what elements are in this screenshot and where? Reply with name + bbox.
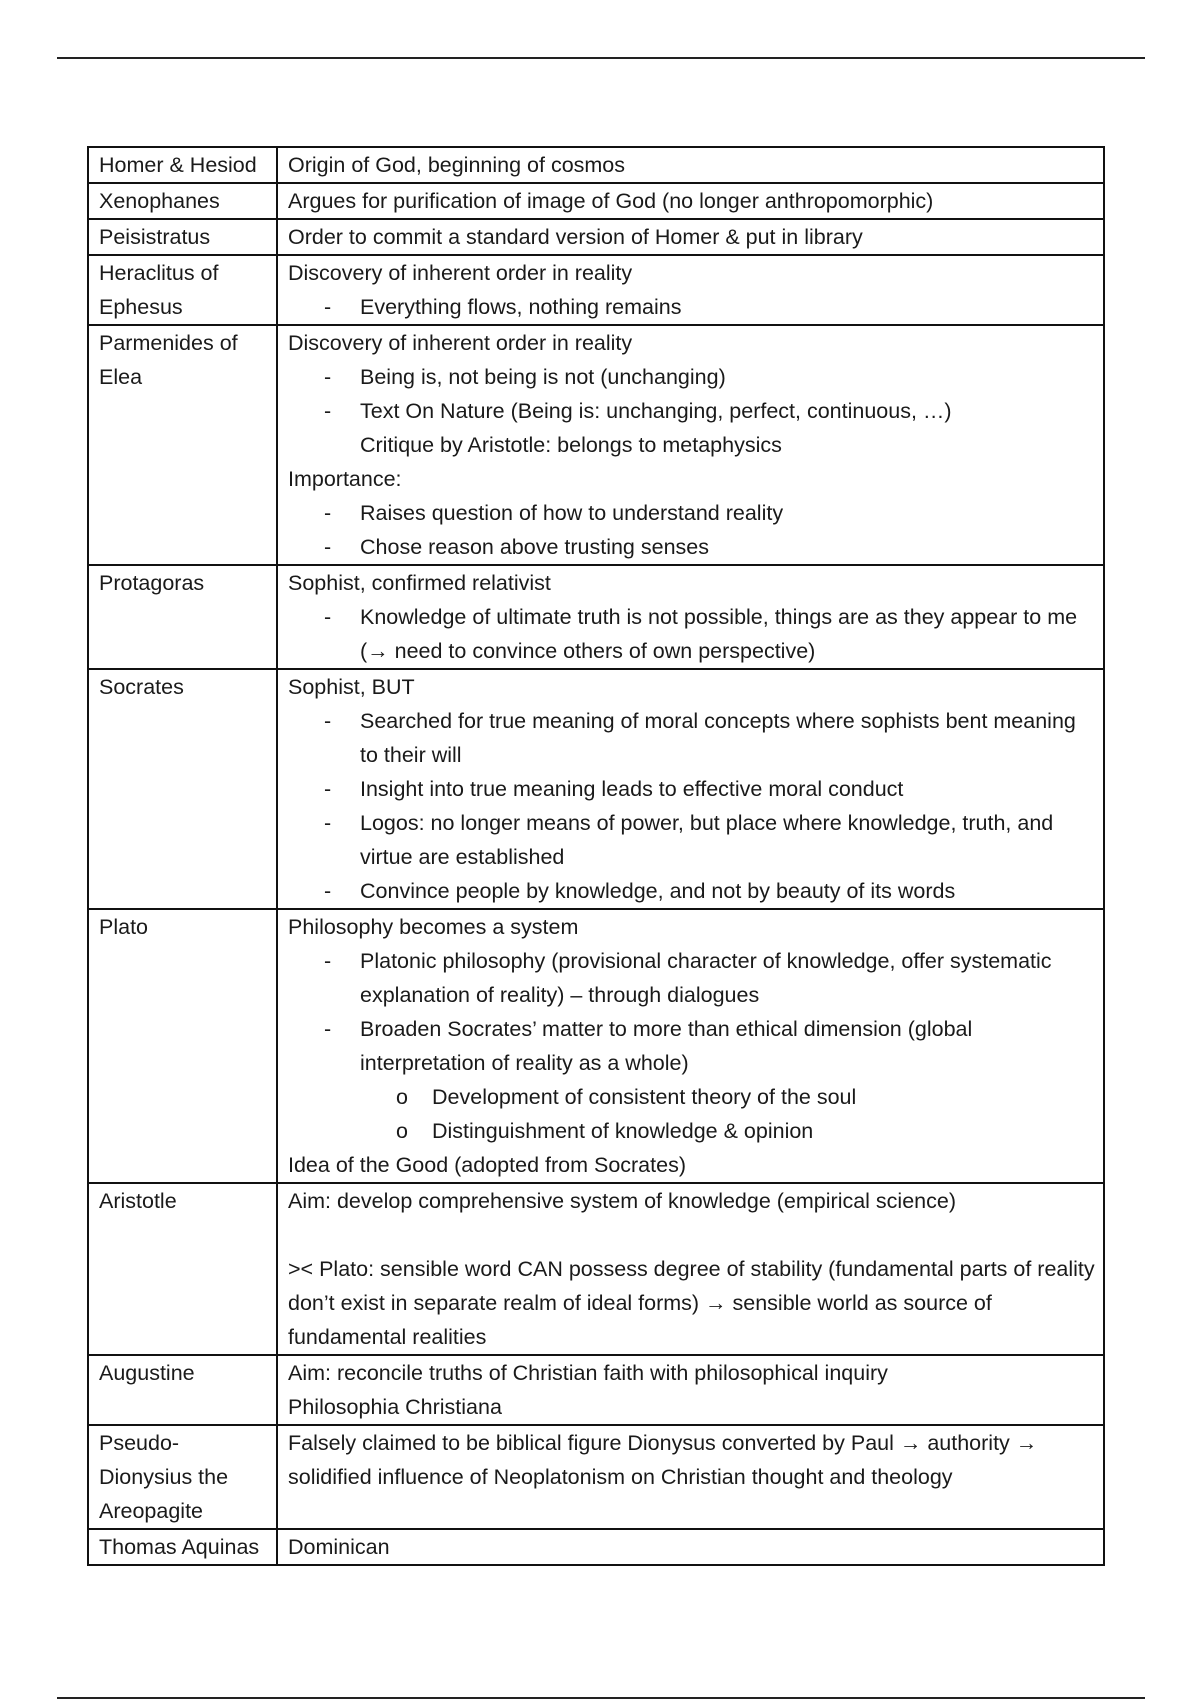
table-row — [88, 325, 1104, 565]
note-text: Discovery of inherent order in reality — [288, 261, 633, 285]
table-row — [88, 669, 1104, 909]
note-text: Philosophia Christiana — [288, 1395, 502, 1419]
philosophers-table — [87, 146, 1105, 1566]
dash-bullet: - — [324, 709, 332, 733]
note-text: Discovery of inherent order in reality — [288, 331, 633, 355]
bullet-text: Logos: no longer means of power, but place where knowledge, truth, and virtue are established — [360, 811, 1054, 869]
table-row — [88, 909, 1104, 1183]
philosopher-name: Plato — [88, 909, 277, 1183]
note-continuation: Critique by Aristotle: belongs to metaphysics — [360, 433, 782, 457]
bullet-item — [288, 1012, 1095, 1080]
note-text: Idea of the Good (adopted from Socrates) — [288, 1153, 686, 1177]
philosopher-notes — [277, 1529, 1104, 1565]
header-rule — [57, 57, 1145, 59]
bullet-text: Broaden Socrates’ matter to more than ethical dimension (global interpretation of reality as a whole) — [360, 1017, 973, 1075]
note-text: >< Plato: sensible word CAN possess degree of stability (fundamental parts of reality don’t exist in separate realm of ideal forms) → sensible world as source of fundamental realities — [288, 1257, 1095, 1349]
philosopher-name: Thomas Aquinas — [88, 1529, 277, 1565]
bullet-text: Text On Nature (Being is: unchanging, perfect, continuous, …) — [360, 399, 952, 423]
sub-bullet-item — [288, 1080, 1095, 1114]
philosopher-notes — [277, 219, 1104, 255]
philosopher-name: Peisistratus — [88, 219, 277, 255]
dash-bullet: - — [324, 365, 332, 389]
philosopher-notes — [277, 565, 1104, 669]
philosopher-name: Aristotle — [88, 1183, 277, 1355]
bullet-item — [288, 874, 1095, 908]
dash-bullet: - — [324, 777, 332, 801]
philosopher-name: Augustine — [88, 1355, 277, 1425]
dash-bullet: - — [324, 295, 332, 319]
dash-bullet: - — [324, 949, 332, 973]
philosopher-name: Xenophanes — [88, 183, 277, 219]
bullet-item — [288, 496, 1095, 530]
bullet-text: Convince people by knowledge, and not by beauty of its words — [360, 879, 956, 903]
philosopher-notes — [277, 669, 1104, 909]
bullet-item — [288, 290, 1095, 324]
philosopher-notes — [277, 1425, 1104, 1529]
bullet-item — [288, 944, 1095, 1012]
table-row — [88, 255, 1104, 325]
bullet-text: Distinguishment of knowledge & opinion — [432, 1119, 814, 1143]
table-row — [88, 1183, 1104, 1355]
note-text: Sophist, confirmed relativist — [288, 571, 551, 595]
note-text: Dominican — [288, 1535, 390, 1559]
bullet-text: Knowledge of ultimate truth is not possible, things are as they appear to me (→ need to convince others of own perspective) — [360, 605, 1078, 663]
note-text: Argues for purification of image of God (no longer anthropomorphic) — [288, 189, 934, 213]
bullet-item — [288, 704, 1095, 772]
philosopher-notes — [277, 325, 1104, 565]
philosopher-notes — [277, 147, 1104, 183]
bullet-item — [288, 806, 1095, 874]
table-row — [88, 183, 1104, 219]
note-text: Falsely claimed to be biblical figure Dionysus converted by Paul → authority → solidified influence of Neoplatonism on Christian thought and theology — [288, 1431, 1038, 1489]
dash-bullet: - — [324, 535, 332, 559]
bullet-item — [288, 394, 1095, 428]
bullet-text: Development of consistent theory of the soul — [432, 1085, 857, 1109]
dash-bullet: - — [324, 879, 332, 903]
table-row — [88, 219, 1104, 255]
bullet-item — [288, 530, 1095, 564]
dash-bullet: - — [324, 811, 332, 835]
blank-line — [288, 1218, 1095, 1252]
philosopher-name: Protagoras — [88, 565, 277, 669]
dash-bullet: - — [324, 399, 332, 423]
philosopher-name: Pseudo-Dionysius the Areopagite — [88, 1425, 277, 1529]
table-row — [88, 1355, 1104, 1425]
philosopher-notes — [277, 255, 1104, 325]
dash-bullet: - — [324, 501, 332, 525]
philosopher-notes — [277, 1355, 1104, 1425]
note-text: Importance: — [288, 467, 402, 491]
bullet-text: Insight into true meaning leads to effective moral conduct — [360, 777, 904, 801]
table-row — [88, 147, 1104, 183]
bullet-text: Platonic philosophy (provisional character of knowledge, offer systematic explanation of reality) – through dialogues — [360, 949, 1052, 1007]
philosopher-name: Homer & Hesiod — [88, 147, 277, 183]
dash-bullet: - — [324, 605, 332, 629]
table-row — [88, 1529, 1104, 1565]
bullet-text: Searched for true meaning of moral concepts where sophists bent meaning to their will — [360, 709, 1076, 767]
philosopher-notes — [277, 909, 1104, 1183]
note-text: Sophist, BUT — [288, 675, 415, 699]
note-text: Order to commit a standard version of Homer & put in library — [288, 225, 863, 249]
bullet-text: Being is, not being is not (unchanging) — [360, 365, 726, 389]
bullet-item — [288, 360, 1095, 394]
dash-bullet: - — [324, 1017, 332, 1041]
philosopher-name: Parmenides of Elea — [88, 325, 277, 565]
footer-rule — [57, 1697, 1145, 1699]
bullet-text: Chose reason above trusting senses — [360, 535, 709, 559]
table-row — [88, 1425, 1104, 1529]
philosopher-notes — [277, 183, 1104, 219]
note-text: Aim: develop comprehensive system of knowledge (empirical science) — [288, 1189, 956, 1213]
sub-bullet-item — [288, 1114, 1095, 1148]
bullet-item — [288, 600, 1095, 668]
bullet-text: Raises question of how to understand reality — [360, 501, 784, 525]
circle-bullet: o — [396, 1119, 408, 1143]
note-text: Aim: reconcile truths of Christian faith with philosophical inquiry — [288, 1361, 888, 1385]
philosopher-name: Heraclitus of Ephesus — [88, 255, 277, 325]
bullet-item — [288, 772, 1095, 806]
circle-bullet: o — [396, 1085, 408, 1109]
note-text: Philosophy becomes a system — [288, 915, 579, 939]
philosopher-notes — [277, 1183, 1104, 1355]
note-text: Origin of God, beginning of cosmos — [288, 153, 626, 177]
table-row — [88, 565, 1104, 669]
bullet-text: Everything flows, nothing remains — [360, 295, 682, 319]
philosopher-name: Socrates — [88, 669, 277, 909]
